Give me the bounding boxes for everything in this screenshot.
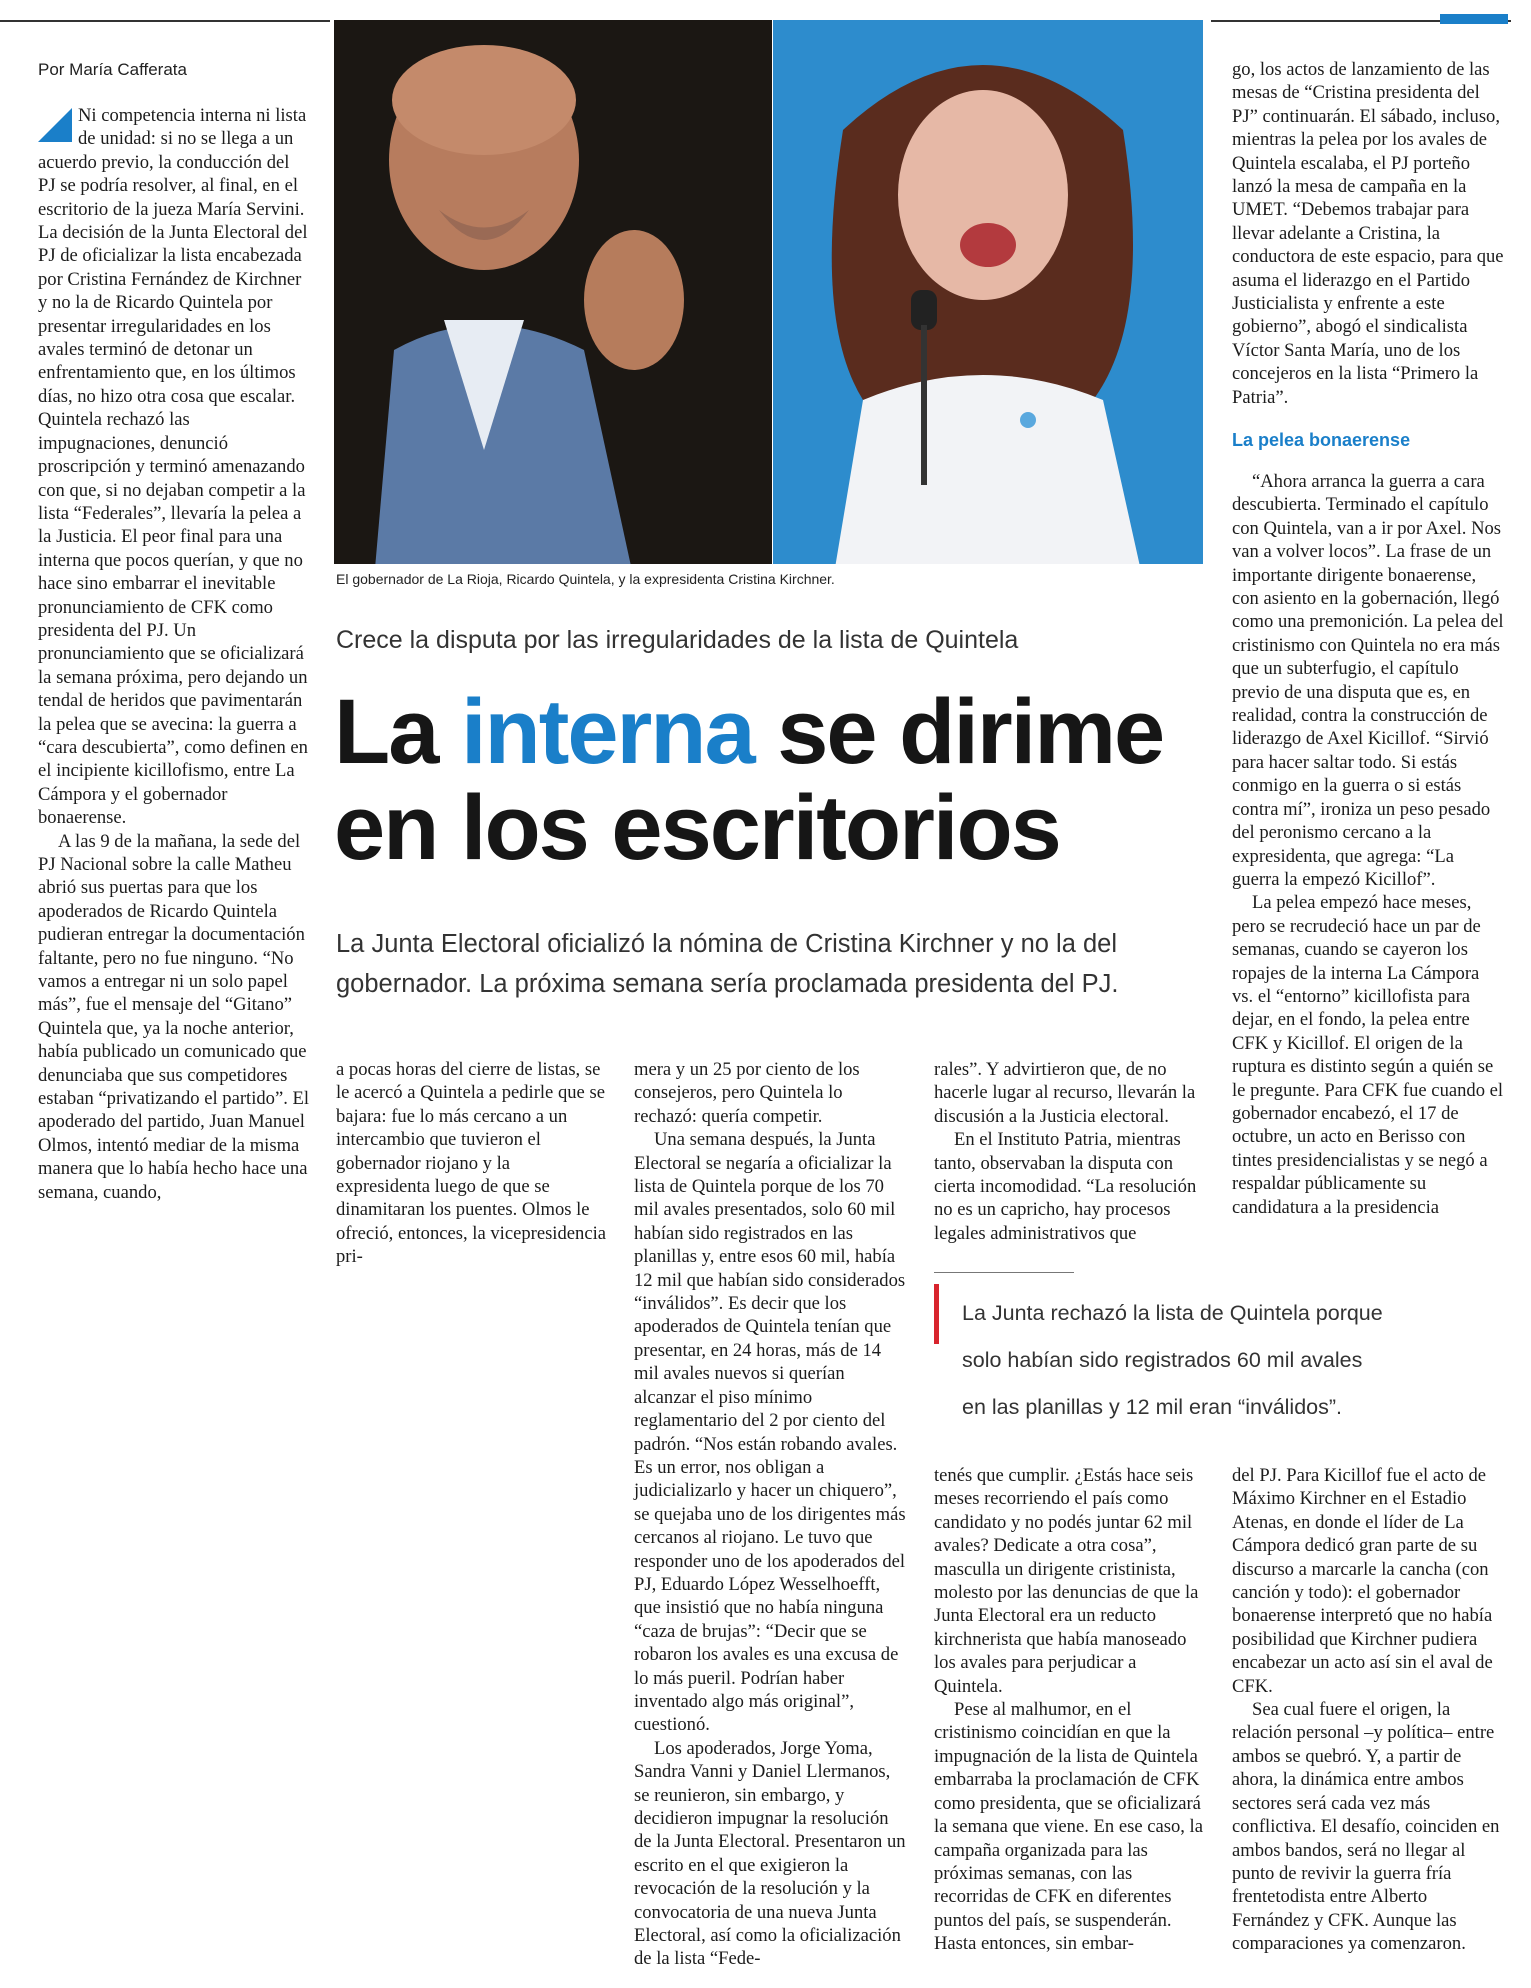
column-5-bottom: [1232, 1464, 1504, 1956]
pullquote-rule: [934, 1272, 1074, 1273]
paragraph: a pocas horas del cierre de listas, se le acercó a Quintela a pedirle que se bajara: fue lo más cercano a un intercambio que tuvieron el gobernador riojano y la expresidenta luego de que se dinamitaran los puentes. Olmos le ofreció, entonces, la vicepresidencia pri-: [336, 1059, 606, 1268]
byline: Por María Cafferata: [38, 60, 187, 79]
headline-line-1: La interna se dirime: [334, 681, 1164, 783]
column-2: [336, 1058, 608, 1269]
kirchner-portrait-icon: [773, 20, 1203, 564]
column-5-middle: [1232, 470, 1504, 1219]
quintela-portrait-icon: [334, 20, 772, 564]
paragraph: Una semana después, la Junta Electoral se negaría a oficializar la lista de Quintela porque de los 70 mil avales presentados, solo 60 mil habían sido registrados en las planillas y, entre esos 60 mil, había 12 mil que habían sido considerados “inválidos”. Es decir que los apoderados de Quintela tenían que presentar, en 24 horas, más de 14 mil avales nuevos si querían alcanzar el piso mínimo reglamentario del 2 por ciento del padrón. “Nos están robando avales. Es un error, nos obligan a judicializarlo y hacer un chiquero”, se quejaba uno de los dirigentes más cercanos al riojano. Le tuvo que responder uno de los apoderados del PJ, Eduardo López Wesselhoefft, que insistió que no había ninguna “caza de brujas”: “Decir que se robaron los avales es una excusa de lo más pueril. Podrían haber inventado algo más original”, cuestionó.: [634, 1129, 906, 1736]
photo-quintela: [334, 20, 772, 564]
paragraph: A las 9 de la mañana, la sede del PJ Nacional sobre la calle Matheu abrió sus puertas para que los apoderados de Ricardo Quintela pudieran entregar la documentación faltante, pero no fue ninguno. “No vamos a entregar ni un solo papel más”, fue el mensaje del “Gitano” Quintela que, ya la noche anterior, había publicado un comunicado que denunciaba que sus competidores estaban “privatizando el partido”. El apoderado del partido, Juan Manuel Olmos, intentó mediar de la misma manera que lo había hecho hace una semana, cuando,: [38, 830, 310, 1203]
lead-paragraph: Ni competencia interna ni lista de unidad: si no se llega a un acuerdo previo, la conducción del PJ se podría resolver, al final, en el escritorio de la jueza María Servini. La decisión de la Junta Electoral del PJ de oficializar la lista encabezada por Cristina Fernández de Kirchner y no la de Ricardo Quintela por presentar irregularidades en los avales terminó de detonar un enfrentamiento que, en los últimos días, no hizo otra cosa que escalar. Quintela rechazó las impugnaciones, denunció proscripción y terminó amenazando con que, si no dejaban competir a la lista “Federales”, llevaría la pelea a la Justicia. El peor final para una interna que pocos querían, y que no hace sino embarrar el inevitable pronunciamiento de CFK como presidenta del PJ. Un pronunciamiento que se oficializará la semana próxima, pero dejando un tendal de heridos que pavimentarán la pelea que se avecina: la guerra a “cara descubierta”, como definen en el incipiente kicillofismo, entre La Cámpora y el gobernador bonaerense.: [38, 105, 308, 829]
paragraph: Sea cual fuere el origen, la relación personal –y política– entre ambos se quebró. Y, a partir de ahora, la dinámica entre ambos sectores será cada vez más conflictiva. El desafío, coinciden en ambos bandos, será no llegar al punto de revivir la guerra fría frentetodista entre Alberto Fernández y CFK. Aunque las comparaciones ya comenzaron.: [1232, 1699, 1500, 1955]
paragraph: mera y un 25 por ciento de los consejeros, pero Quintela lo rechazó: quería competir.: [634, 1059, 860, 1127]
paragraph: En el Instituto Patria, mientras tanto, observaban la disputa con cierta incomodidad. “La resolución no es un capricho, hay procesos legales administrativos que: [934, 1129, 1197, 1244]
drop-triangle-icon: [38, 108, 72, 142]
headline-line-2: en los escritorios: [334, 777, 1060, 879]
headline-accent-word: interna: [460, 681, 754, 783]
column-3: [634, 1058, 906, 1971]
paragraph: “Ahora arranca la guerra a cara descubierta. Terminado el capítulo con Quintela, van a ir por Axel. Nos van a volver locos”. La frase de un importante dirigente bonaerense, con asiento en la gobernación, llegó como una premonición. La pelea del cristinismo con Quintela no era más que un subterfugio, el capítulo previo de una disputa que es, en realidad, contra la construcción de liderazgo de Axel Kicillof. “Sirvió para hacer saltar todo. Si estás conmigo en la guerra o si estás contra mí”, ironiza un peso pesado del peronismo cercano a la expresidenta, que agrega: “La guerra la empezó Kicillof”.: [1232, 471, 1504, 890]
subhead: La pelea bonaerense: [1232, 430, 1411, 450]
paragraph: Los apoderados, Jorge Yoma, Sandra Vanni y Daniel Llermanos, se reunieron, sin embargo, y decidieron impugnar la resolución de la Junta Electoral. Presentaron un escrito en el que exigieron la revocación de la resolución y la convocatoria de una nueva Junta Electoral, así como la oficialización de la lista “Fede-: [634, 1737, 906, 1970]
paragraph: Pese al malhumor, en el cristinismo coincidían en que la impugnación de la lista de Quintela embarraba la proclamación de CFK como presidenta, que se oficializará la semana que viene. En ese caso, la campaña organizada para las próximas semanas, con las recorridas de CFK en diferentes puntos del país, se suspenderán. Hasta entonces, sin embar-: [934, 1699, 1203, 1955]
paragraph: go, los actos de lanzamiento de las mesas de “Cristina presidenta del PJ” continuarán. El sábado, incluso, mientras la pelea por los avales de Quintela escalaba, el PJ porteño lanzó la mesa de campaña en la UMET. “Debemos trabajar para llevar adelante a Cristina, la conductora de este espacio, para que asuma el liderazgo en el Partido Justicialista y enfrente a este gobierno”, abogó el sindicalista Víctor Santa María, uno de los concejeros en la lista “Primero la Patria”.: [1232, 59, 1504, 408]
section-tab: [1440, 14, 1508, 24]
column-4-bottom: [934, 1464, 1206, 1956]
paragraph: del PJ. Para Kicillof fue el acto de Máximo Kirchner en el Estadio Atenas, en donde el líder de La Cámpora dedicó gran parte de su discurso a marcarle la cancha (con canción y todo): el gobernador bonaerense interpretó que no había posibilidad que Kirchner pudiera encabezar un acto así sin el aval de CFK.: [1232, 1465, 1493, 1697]
column-4-top: [934, 1058, 1206, 1245]
column-5-top: [1232, 58, 1504, 409]
kicker: Crece la disputa por las irregularidades de la lista de Quintela: [336, 626, 1019, 654]
photo-caption: El gobernador de La Rioja, Ricardo Quintela, y la expresidenta Cristina Kirchner.: [336, 571, 835, 587]
top-rule-left: [0, 20, 330, 22]
photo-kirchner: [773, 20, 1203, 564]
headline: [334, 681, 1214, 879]
deck: La Junta Electoral oficializó la nómina de Cristina Kirchner y no la del gobernador. La próxima semana sería proclamada presidenta del PJ.: [336, 930, 1119, 998]
paragraph: La pelea empezó hace meses, pero se recrudeció hace un par de semanas, cuando se cayeron los ropajes de la interna La Cámpora vs. el “entorno” kicillofista para dejar, en el fondo, la pelea entre CFK y Kicillof. El origen de la ruptura es distinto según a quién se le pregunte. Para CFK fue cuando el gobernador encabezó, el 17 de octubre, un acto en Berisso con tintes presidencialistas y se negó a respaldar públicamente su candidatura a la presidencia: [1232, 892, 1504, 1218]
pullquote-bar: [934, 1284, 939, 1344]
column-1: [38, 104, 310, 1204]
paragraph: rales”. Y advirtieron que, de no hacerle lugar al recurso, llevarán la discusión a la Justicia electoral.: [934, 1059, 1196, 1127]
pullquote: La Junta rechazó la lista de Quintela porque solo habían sido registrados 60 mil avales en las planillas y 12 mil eran “inválidos”.: [962, 1301, 1383, 1419]
paragraph: tenés que cumplir. ¿Estás hace seis meses recorriendo el país como candidato y no podés juntar 62 mil avales? Dedicate a otra cosa”, masculla un dirigente cristinista, molesto por las denuncias de que la Junta Electoral era un reducto kirchnerista que había manoseado los avales para perjudicar a Quintela.: [934, 1465, 1199, 1697]
